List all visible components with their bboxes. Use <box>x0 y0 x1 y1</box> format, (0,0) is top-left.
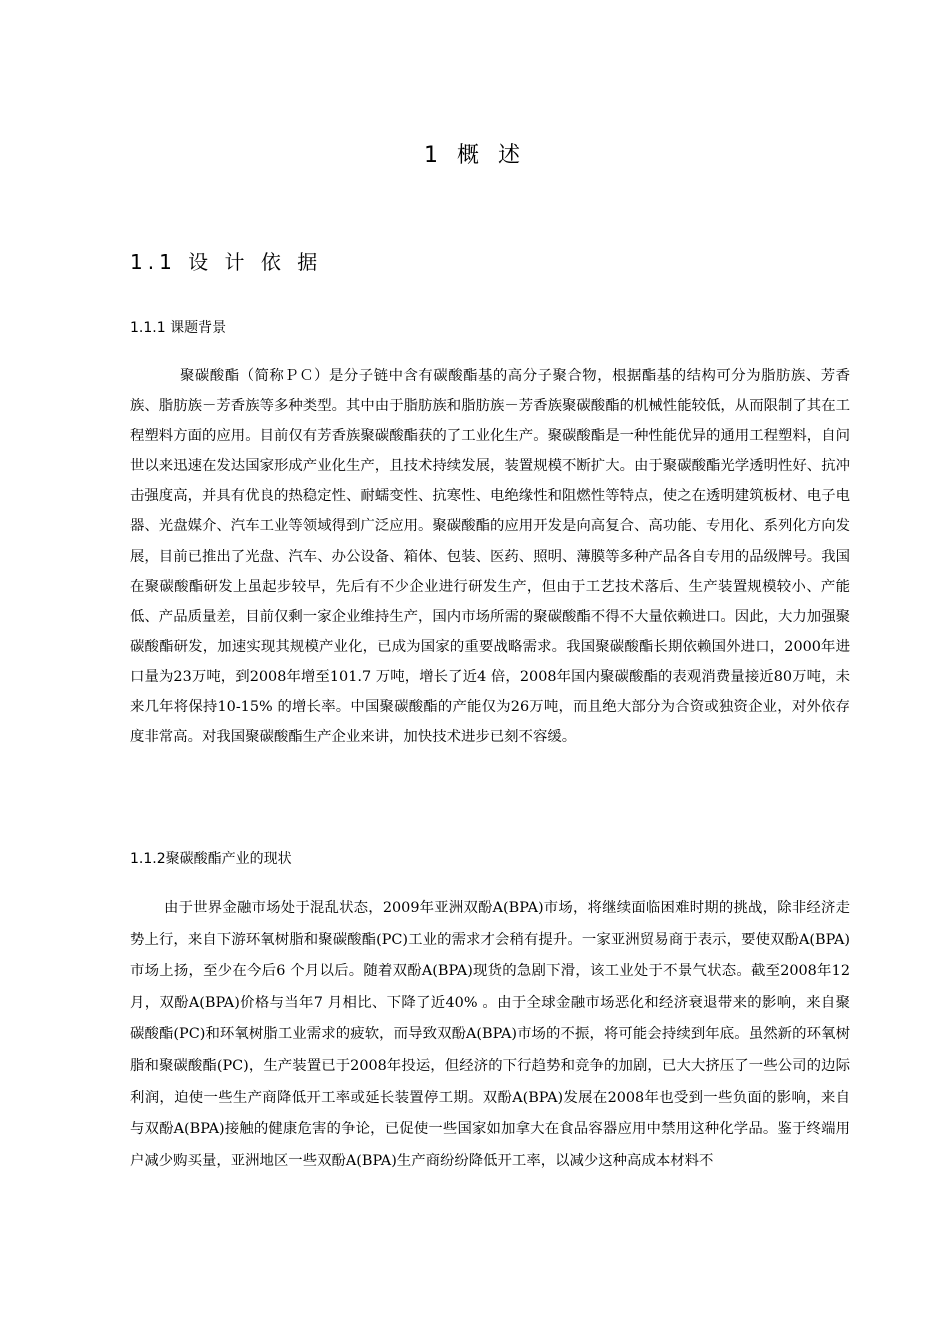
paragraph-industry-status: 由于世界金融市场处于混乱状态，2009年亚洲双酚A(BPA)市场，将继续面临困难时期的挑战，除非经济走势上行，来自下游环氧树脂和聚碳酸酯(PC)工业的需求才会稍有提升。一家亚洲贸易商于表示，要使双酚A(BPA)市场上扬，至少在今后6 个月以后。随着双酚A(BPA)现货的急剧下滑，该工业处于不景气状态。截至2008年12月，双酚A(BPA)价格与当年7 月相比、下降了近40% 。由于全球金融市场恶化和经济衰退带来的影响，来自聚碳酸酯(PC)和环氧树脂工业需求的疲软，而导致双酚A(BPA)市场的不振，将可能会持续到年底。虽然新的环氧树脂和聚碳酸酯(PC)，生产装置已于2008年投运，但经济的下行趋势和竞争的加剧，已大大挤压了一些公司的边际利润，迫使一些生产商降低开工率或延长装置停工期。双酚A(BPA)发展在2008年也受到一些负面的影响，来自与双酚A(BPA)接触的健康危害的争论，已促使一些国家如加拿大在食品容器应用中禁用这种化学品。鉴于终端用户减少购买量，亚洲地区一些双酚A(BPA)生产商纷纷降低开工率，以减少这种高成本材料不 <box>130 900 850 1169</box>
section-title: 1.1 设 计 依 据 <box>130 250 323 274</box>
subsection-title-background: 1.1.1 课题背景 <box>130 320 227 336</box>
subsection-title-industry-status: 1.1.2聚碳酸酯产业的现状 <box>130 851 292 867</box>
paragraph-background: 聚碳酸酯（简称ＰＣ）是分子链中含有碳酸酯基的高分子聚合物，根据酯基的结构可分为脂肪族、芳香族、脂肪族－芳香族等多种类型。其中由于脂肪族和脂肪族－芳香族聚碳酸酯的机械性能较低，从而限制了其在工程塑料方面的应用。目前仅有芳香族聚碳酸酯获的了工业化生产。聚碳酸酯是一种性能优异的通用工程塑料，自问世以来迅速在发达国家形成产业化生产，且技术持续发展，装置规模不断扩大。由于聚碳酸酯光学透明性好、抗冲击强度高，并具有优良的热稳定性、耐蠕变性、抗寒性、电绝缘性和阻燃性等特点，使之在透明建筑板材、电子电器、光盘媒介、汽车工业等领域得到广泛应用。聚碳酸酯的应用开发是向高复合、高功能、专用化、系列化方向发展，目前已推出了光盘、汽车、办公设备、箱体、包装、医药、照明、薄膜等多种产品各自专用的品级牌号。我国在聚碳酸酯研发上虽起步较早，先后有不少企业进行研发生产，但由于工艺技术落后、生产装置规模较小、产能低、产品质量差，目前仅剩一家企业维持生产，国内市场所需的聚碳酸酯不得不大量依赖进口。因此，大力加强聚碳酸酯研发，加速实现其规模产业化，已成为国家的重要战略需求。我国聚碳酸酯长期依赖国外进口，2000年进口量为23万吨，到2008年增至101.7 万吨，增长了近4 倍，2008年国内聚碳酸酯的表观消费量接近80万吨，未来几年将保持10-15% 的增长率。中国聚碳酸酯的产能仅为26万吨，而且绝大部分为合资或独资企业，对外依存度非常高。对我国聚碳酸酯生产企业来讲，加快技术进步已刻不容缓。 <box>130 368 850 746</box>
chapter-title: 1 概 述 <box>424 143 526 168</box>
